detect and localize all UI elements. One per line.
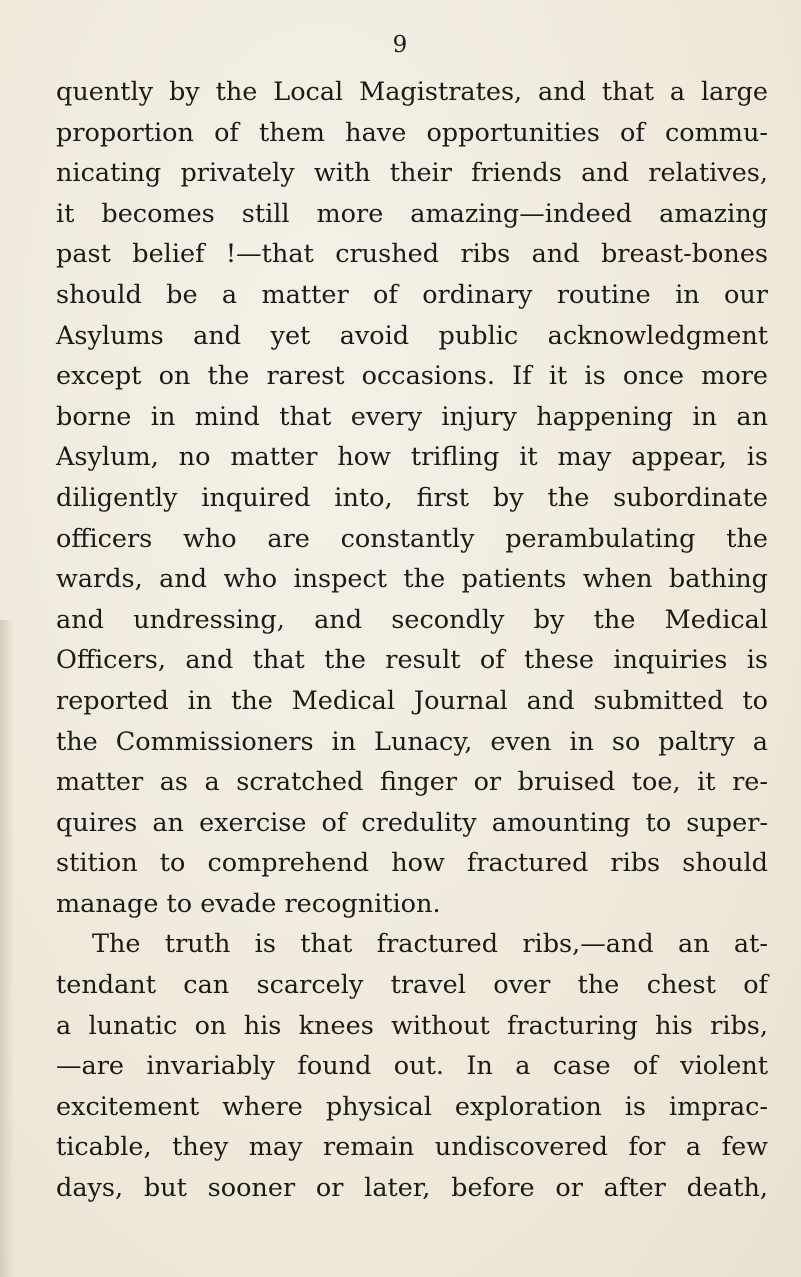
text-line: past belief !—that crushed ribs and breast-bones (56, 239, 768, 270)
text-line: stition to comprehend how fractured ribs should (56, 848, 768, 879)
text-line: borne in mind that every injury happening in an (56, 401, 768, 432)
page-edge-shadow (0, 620, 14, 1277)
text-line: reported in the Medical Journal and submitted to (56, 685, 768, 716)
text-line: proportion of them have opportunities of commu- (56, 117, 768, 148)
text-line: days, but sooner or later, before or after death, (56, 1173, 768, 1204)
text-line: excitement where physical exploration is imprac- (56, 1091, 768, 1122)
paragraph-end-line: manage to evade recognition. (56, 888, 441, 919)
text-line: ticable, they may remain undiscovered for a few (56, 1132, 768, 1163)
text-line: quires an exercise of credulity amounting to super- (56, 807, 768, 838)
text-line: —are invariably found out. In a case of violent (56, 1051, 768, 1082)
text-line: quently by the Local Magistrates, and that a large (56, 77, 768, 107)
text-line: tendant can scarcely travel over the chest of (56, 970, 768, 1001)
body-text (56, 72, 768, 1209)
text-line: matter as a scratched finger or bruised toe, it re- (56, 767, 768, 798)
text-line: except on the rarest occasions. If it is once more (56, 361, 768, 392)
text-line: a lunatic on his knees without fracturing his ribs, (56, 1010, 768, 1041)
text-line: Asylum, no matter how trifling it may appear, is (56, 442, 768, 473)
text-line: wards, and who inspect the patients when bathing (56, 564, 768, 595)
text-line: officers who are constantly perambulating the (56, 523, 768, 554)
text-line: nicating privately with their friends and relatives, (56, 158, 768, 189)
paragraph-start-line: The truth is that fractured ribs,—and an at- (92, 929, 768, 960)
text-line: Officers, and that the result of these inquiries is (56, 645, 768, 676)
text-line: and undressing, and secondly by the Medical (56, 604, 768, 635)
text-line: should be a matter of ordinary routine in our (56, 279, 768, 310)
page-number: 9 (392, 32, 409, 58)
text-line: diligently inquired into, first by the subordinate (56, 482, 768, 513)
text-line: Asylums and yet avoid public acknowledgment (56, 320, 768, 351)
text-line: the Commissioners in Lunacy, even in so paltry a (56, 726, 768, 757)
text-line: it becomes still more amazing—indeed amazing (56, 198, 768, 229)
